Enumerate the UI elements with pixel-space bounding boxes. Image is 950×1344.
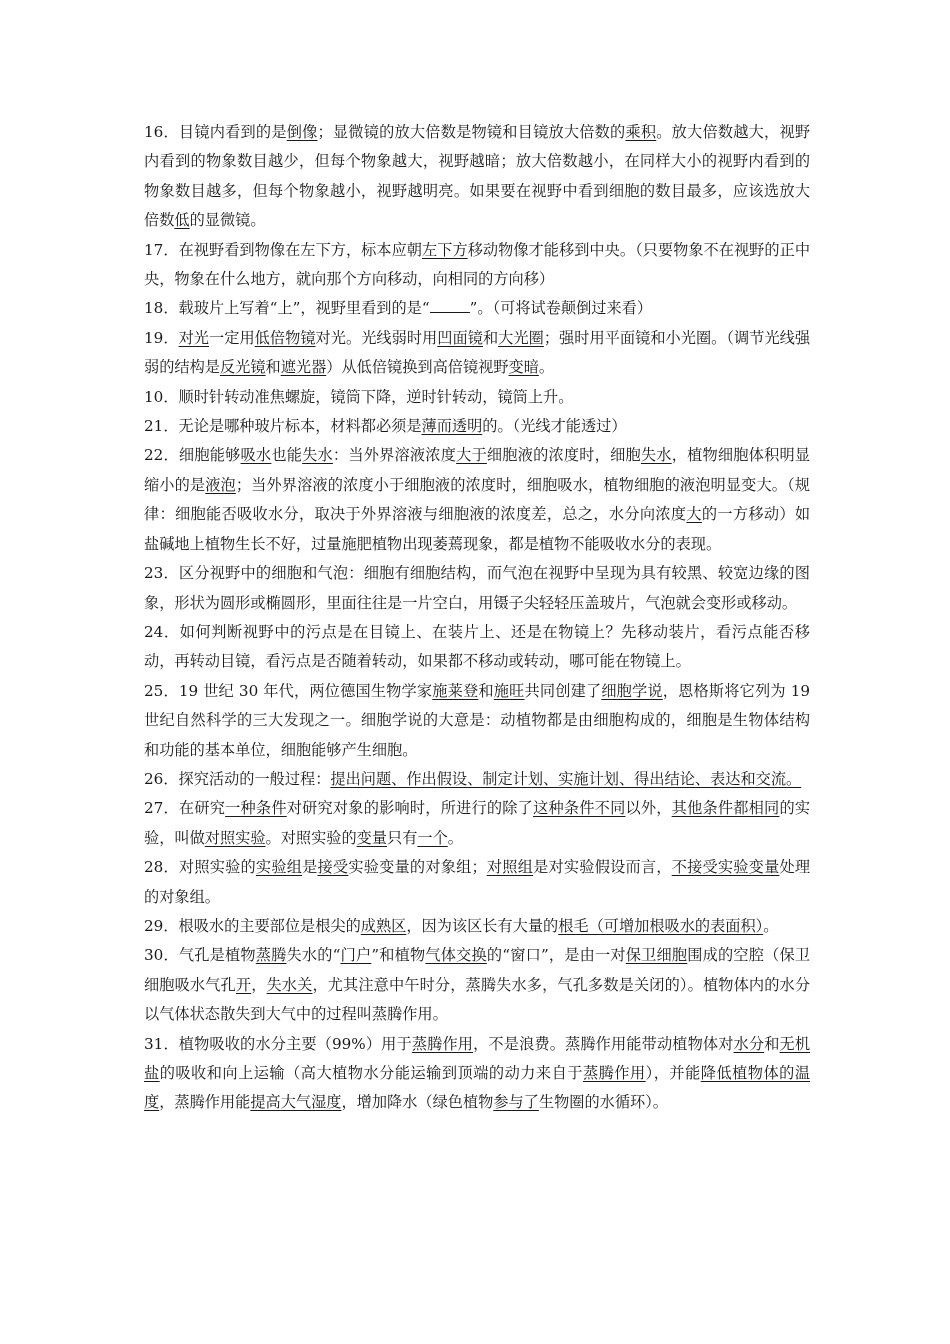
underlined-answer: 倒像 <box>286 123 318 141</box>
paragraph-16 <box>144 1030 810 1118</box>
text-segment: ，增加降水（绿色植物 <box>341 1093 494 1112</box>
text-segment: ”。（可将试卷颠倒过来看） <box>469 299 653 318</box>
underlined-answer: 蒸腾作用 <box>411 1034 474 1053</box>
text-segment: ；当外界溶液的浓度小于细胞液的浓度时，细胞吸水，植物细胞的液泡明显变大。（规律：细胞能否吸收水分，取决于外界溶液与细胞液的浓度差，总之，水分向浓度 <box>144 475 810 524</box>
text-segment: 的一方移动）如盐碱地上植物生长不好，过量施肥植物出现萎蔫现象，都是植物不能吸收水分的表现。 <box>144 505 811 553</box>
text-segment: 26．探究活动的一般过程： <box>144 769 331 788</box>
paragraph-1 <box>144 118 810 236</box>
text-segment: 。对照实验的 <box>265 828 357 847</box>
underlined-answer: 开 <box>235 975 252 994</box>
text-segment: 也能 <box>271 446 303 465</box>
underlined-answer: 液泡 <box>205 475 236 494</box>
underlined-answer: 水分 <box>733 1034 765 1053</box>
underlined-answer: 薄而透明 <box>421 417 483 436</box>
text-segment: ）从低倍镜换到高倍镜视野 <box>326 358 509 377</box>
underlined-answer: 乘积 <box>625 123 657 141</box>
underlined-answer: 左下方 <box>422 240 468 259</box>
underlined-answer: 一种条件 <box>225 799 287 818</box>
text-segment: 31．植物吸收的水分主要（99%）用于 <box>144 1034 412 1053</box>
underlined-answer: 失水 <box>640 446 672 465</box>
paragraph-10 <box>144 677 810 765</box>
text-segment: 细胞液的浓度时，细胞 <box>486 446 641 465</box>
text-segment: 24．如何判断视野中的污点是在目镜上、在装片上、还是在物镜上？先移动装片，看污点能否移动，再转动目镜，看污点是否随着转动，如果都不移动或转动，哪可能在物镜上。 <box>144 622 810 671</box>
text-segment: 30．气孔是植物 <box>144 946 256 965</box>
text-segment: 共同创建了 <box>524 681 602 700</box>
underlined-answer: 实验组 <box>255 858 303 877</box>
text-segment: ，蒸腾作用能 <box>159 1093 251 1112</box>
text-segment: 。 <box>763 916 779 935</box>
text-segment: 。 <box>538 358 555 377</box>
text-segment: 17．在视野看到物像在左下方，标本应朝 <box>144 240 423 259</box>
text-segment: 的“窗口”，是由一对 <box>486 946 626 965</box>
underlined-answer: 接受 <box>317 858 349 877</box>
underlined-answer: 失水 <box>302 446 333 465</box>
text-segment: ，因为该区长有大量的 <box>406 916 559 935</box>
underlined-answer: 保卫细胞 <box>625 946 688 965</box>
text-segment: 围成的空腔（保卫细胞吸水气孔 <box>144 946 811 994</box>
text-segment: ”和植物 <box>371 946 426 965</box>
text-segment: 27．在研究 <box>144 799 226 818</box>
text-segment: 22．细胞能够 <box>144 446 241 465</box>
text-segment: 处理的对象组。 <box>144 858 811 906</box>
underlined-answer: 低 <box>174 211 190 230</box>
text-segment: 的显微镜。 <box>189 211 266 230</box>
underlined-answer: 变暗 <box>508 358 539 377</box>
text-segment: ），并能 <box>645 1064 701 1082</box>
paragraph-12 <box>144 794 810 853</box>
underlined-answer: 气体交换 <box>425 946 487 965</box>
text-segment: 19． <box>144 328 179 347</box>
paragraph-5 <box>144 383 810 412</box>
underlined-answer: 参与了 <box>493 1093 539 1112</box>
text-segment: 对研究对象的影响时，所进行的除了 <box>286 799 534 818</box>
paragraph-6 <box>144 412 810 441</box>
paragraph-2 <box>144 236 810 295</box>
underlined-answer: 遮光器 <box>280 358 327 377</box>
underlined-answer: 降低植物体的温度 <box>144 1064 811 1112</box>
text-segment: 29．根吸水的主要部位是根尖的 <box>144 916 361 935</box>
underlined-answer: 大 <box>686 505 702 524</box>
text-segment: 的吸收和向上运输（高大植物水分能运输到顶端的动力来自于 <box>159 1064 583 1082</box>
text-segment: 对光。光线弱时用 <box>315 328 438 347</box>
text-segment: 18．载玻片上写着“上”，视野里看到的是“ <box>144 299 430 318</box>
underlined-answer: 大光圈 <box>498 328 544 347</box>
text-segment: ，恩格斯将它列为 19 世纪自然科学的三大发现之一。细胞学说的大意是：动植物都是由细胞构成的，细胞是生物体结构和功能的基本单位，细胞能够产生细胞。 <box>144 681 811 759</box>
paragraph-15 <box>144 941 810 1029</box>
underlined-answer: 对光 <box>178 328 210 347</box>
answer-blank <box>430 297 470 313</box>
paragraph-8 <box>144 559 810 618</box>
document-page <box>144 118 810 1118</box>
underlined-answer: 低倍物镜 <box>254 328 316 347</box>
underlined-answer: 施莱登 <box>432 681 479 700</box>
underlined-answer: 提高大气湿度 <box>250 1093 342 1112</box>
underlined-answer: 对照组 <box>486 858 534 877</box>
paragraph-13 <box>144 853 810 912</box>
underlined-answer: 大于 <box>456 446 487 465</box>
underlined-answer: 对照实验 <box>204 828 266 847</box>
text-segment: ；强时用平面镜和小光圈。（调节光线强弱的结构是 <box>144 328 811 377</box>
paragraph-7 <box>144 441 810 559</box>
underlined-answer: 门户 <box>340 946 372 965</box>
underlined-answer: 吸水 <box>240 446 272 465</box>
underlined-answer: 变量 <box>356 828 387 847</box>
text-segment: 以外， <box>625 799 672 818</box>
underlined-answer: 这种条件不同 <box>533 799 626 818</box>
text-segment: ，不是浪费。蒸腾作用能带动植物体对 <box>473 1034 734 1053</box>
underlined-answer: 一个 <box>417 828 448 847</box>
paragraph-4 <box>144 324 810 383</box>
underlined-answer: 提出问题、作出假设、制定计划、实施计划、得出结论、表达和交流。 <box>330 769 802 788</box>
text-segment: 21．无论是哪种玻片标本，材料都必须是 <box>144 417 422 436</box>
text-segment: ：当外界溶液浓度 <box>332 446 457 465</box>
text-segment: 。 <box>447 828 463 847</box>
underlined-answer: 无机盐 <box>144 1034 811 1082</box>
text-segment: ；显微镜的放大倍数是物镜和目镜放大倍数的 <box>317 123 626 141</box>
text-segment: 25．19 世纪 30 年代，两位德国生物学家 <box>144 681 433 700</box>
text-segment: 的实验，叫做 <box>144 799 811 847</box>
text-segment: 和 <box>764 1034 780 1053</box>
paragraph-14 <box>144 912 810 941</box>
text-segment: 和 <box>265 358 281 377</box>
underlined-answer: 蒸腾作用 <box>582 1064 646 1082</box>
paragraph-3 <box>144 294 810 323</box>
text-segment: 失水的“ <box>286 946 341 965</box>
underlined-answer: 凹面镜 <box>437 328 483 347</box>
text-segment: 的。（光线才能透过） <box>482 417 627 436</box>
text-segment: 是 <box>302 858 318 877</box>
text-segment: ， <box>251 975 267 994</box>
text-segment: 。放大倍数越大，视野内看到的物象数目越少，但每个物象越大，视野越暗；放大倍数越小，在同样大小的视野内看到的物象数目越多，但每个物象越小，视野越明亮。如果要在视野中看到细胞的数目最多，应该选放大倍数 <box>144 123 811 230</box>
underlined-answer: 蒸腾 <box>255 946 287 965</box>
underlined-answer: 不接受实验变量 <box>671 858 780 877</box>
text-segment: 一定用 <box>209 328 255 347</box>
text-segment: 生物圈的水循环）。 <box>538 1093 668 1112</box>
underlined-answer: 其他条件都相同 <box>671 799 780 818</box>
text-segment: 23．区分视野中的细胞和气泡：细胞有细胞结构，而气泡在视野中呈现为具有较黑、较宽边缘的图象，形状为圆形或椭圆形，里面往往是一片空白，用镊子尖轻轻压盖玻片，气泡就会变形或移动。 <box>144 564 810 612</box>
text-segment: 只有 <box>387 828 418 847</box>
underlined-answer: 成熟区 <box>360 916 407 935</box>
underlined-answer: 反光镜 <box>219 358 266 377</box>
paragraph-9 <box>144 618 810 677</box>
text-segment: 移动物像才能移到中央。（只要物象不在视野的正中央，物象在什么地方，就向那个方向移动，向相同的方向移） <box>144 240 811 289</box>
text-segment: 16．目镜内看到的是 <box>144 123 287 141</box>
text-segment: 28．对照实验的 <box>144 858 256 877</box>
text-segment: 10．顺时针转动准焦螺旋，镜筒下降，逆时针转动，镜筒上升。 <box>144 387 574 406</box>
underlined-answer: 根毛（可增加根吸水的表面积） <box>558 916 764 935</box>
text-segment: ，植物细胞体积明显缩小的是 <box>144 446 811 494</box>
underlined-answer: 施旺 <box>493 681 525 700</box>
text-segment: 和 <box>482 328 499 347</box>
text-segment: 和 <box>478 681 494 700</box>
text-segment: ，尤其注意中午时分，蒸腾失水多，气孔多数是关闭的）。植物体内的水分以气体状态散失到大气中的过程叫蒸腾作用。 <box>144 975 811 1024</box>
underlined-answer: 失水关 <box>266 975 313 994</box>
underlined-answer: 细胞学说 <box>601 681 663 700</box>
text-segment: 是对实验假设而言， <box>533 858 672 877</box>
text-segment: 实验变量的对象组； <box>348 858 487 877</box>
paragraph-11 <box>144 765 810 794</box>
